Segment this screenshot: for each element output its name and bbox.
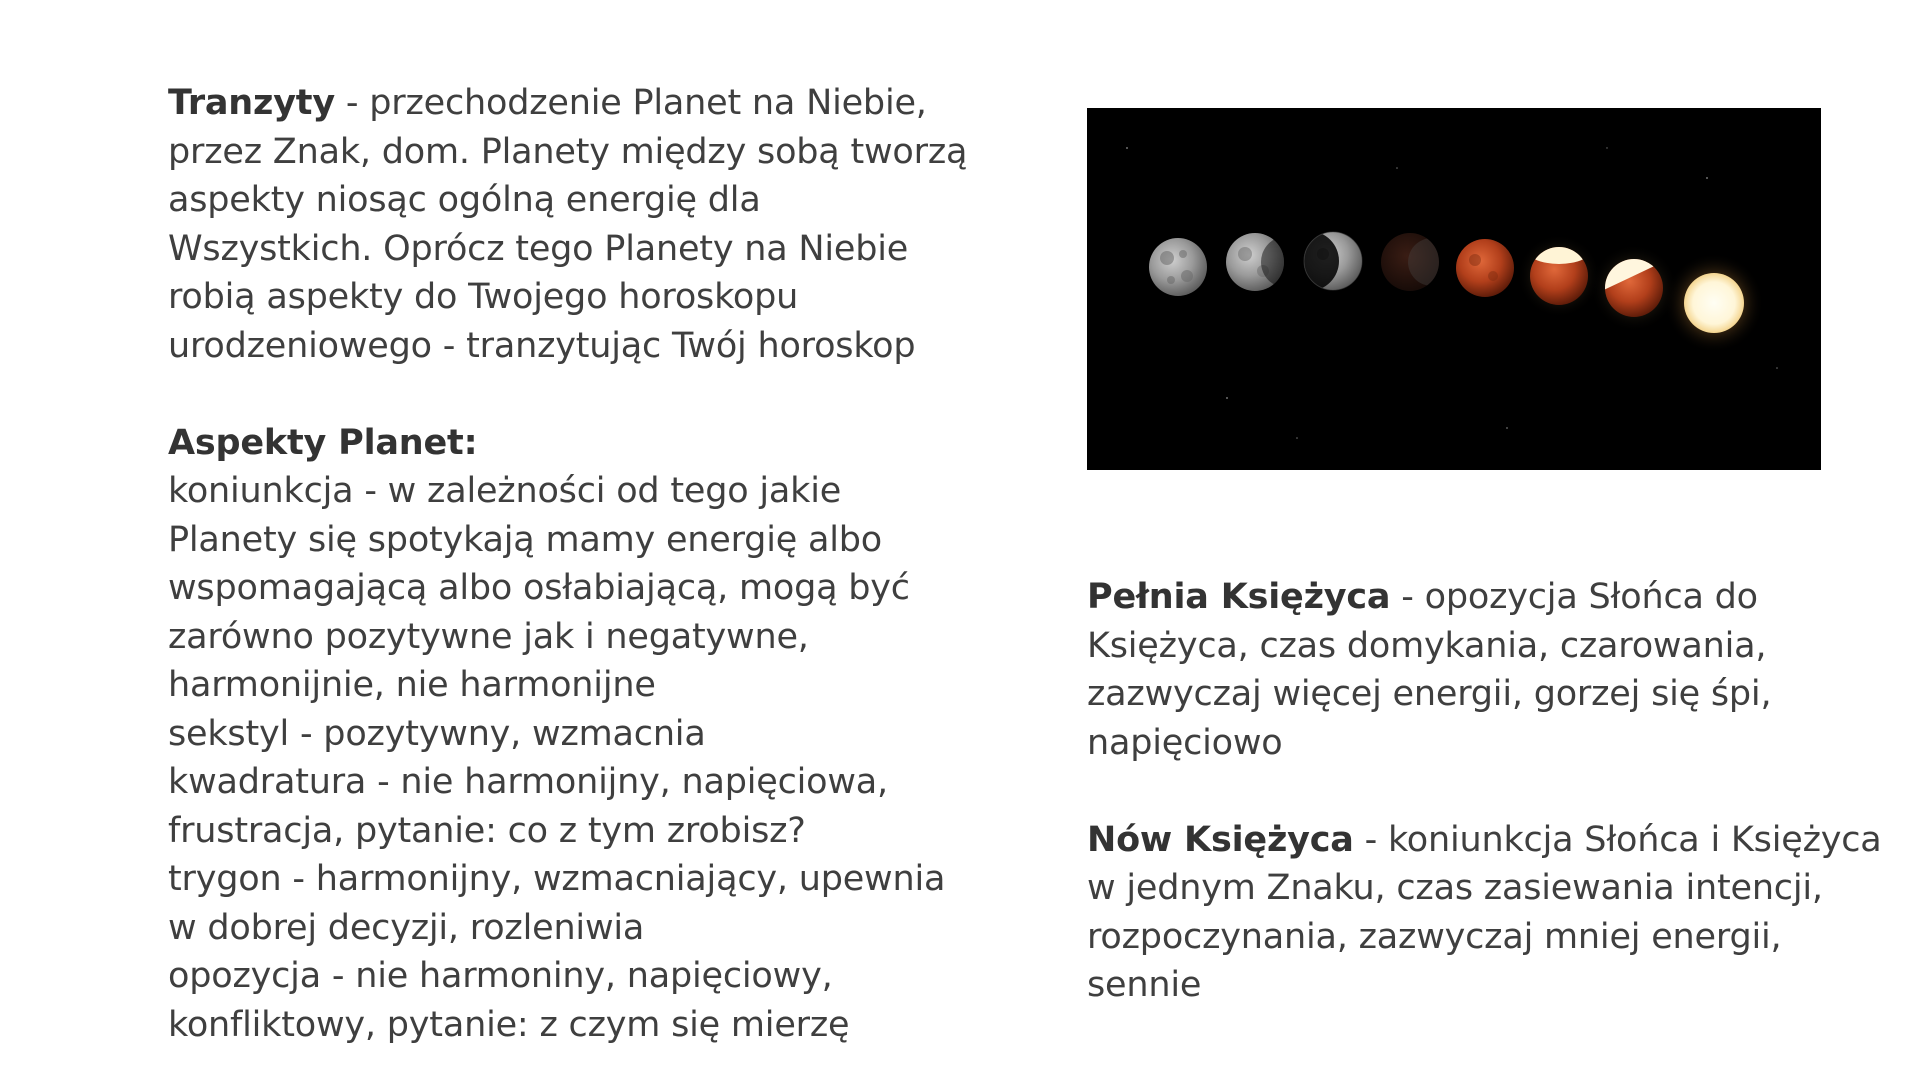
tranzyty-line: Wszystkich. Oprócz tego Planety na Niebie: [168, 228, 909, 269]
aspekty-line: koniunkcja - w zależności od tego jakie: [168, 471, 842, 511]
left-text-column: [168, 79, 968, 1049]
moon-phase-2: [1226, 233, 1313, 291]
now-paragraph: [1087, 816, 1882, 1010]
aspekty-line: Planety się spotykają mamy energię albo: [168, 519, 882, 560]
moon-phase-6: [1517, 232, 1601, 318]
moon-phase-1: [1149, 238, 1207, 296]
tranzyty-first-line: [168, 79, 928, 128]
now-line: rozpoczynania, zazwyczaj mniej energii,: [1087, 916, 1782, 957]
moon-phase-5-blood-moon: [1456, 239, 1514, 297]
tranzyty-line: aspekty niosąc ogólną energię dla: [168, 180, 761, 220]
moon-phase-3: [1279, 231, 1362, 291]
tranzyty-term: Tranzyty: [168, 83, 335, 123]
aspekty-line: sekstyl - pozytywny, wzmacnia: [168, 713, 706, 754]
aspekty-line: kwadratura - nie harmonijny, napięciowa,: [168, 762, 888, 802]
now-line: sennie: [1087, 965, 1202, 1005]
now-definition-start: - koniunkcja Słońca i Księżyca: [1353, 819, 1882, 860]
aspekty-line: frustracja, pytanie: co z tym zrobisz?: [168, 810, 806, 851]
now-first-line: [1087, 816, 1882, 865]
pelnia-line: napięciowo: [1087, 722, 1283, 763]
aspekty-line: konfliktowy, pytanie: z czym się mierzę: [168, 1004, 850, 1045]
tranzyty-paragraph: [168, 79, 968, 370]
tranzyty-definition-start: - przechodzenie Planet na Niebie,: [334, 83, 927, 123]
aspekty-line: opozycja - nie harmoniny, napięciowy,: [168, 956, 833, 996]
aspekty-line: wspomagającą albo osłabiającą, mogą być: [168, 568, 910, 608]
moon-phase-4: [1381, 233, 1456, 291]
aspekty-heading: Aspekty Planet:: [168, 422, 478, 463]
pelnia-line: Księżyca, czas domykania, czarowania,: [1087, 625, 1767, 666]
right-text-column: [1087, 573, 1882, 1010]
moon-phase-8-full: [1664, 253, 1764, 353]
tranzyty-line: przez Znak, dom. Planety między sobą tworzą: [168, 131, 968, 172]
aspekty-line: w dobrej decyzji, rozleniwia: [168, 907, 645, 948]
pelnia-term: Pełnia Księżyca: [1087, 577, 1391, 617]
moon-phase-7: [1590, 244, 1678, 332]
pelnia-line: zazwyczaj więcej energii, gorzej się śpi,: [1087, 674, 1772, 714]
pelnia-paragraph: [1087, 573, 1847, 767]
tranzyty-line: robią aspekty do Twojego horoskopu: [168, 277, 799, 317]
aspekty-line: trygon - harmonijny, wzmacniający, upewnia: [168, 859, 946, 899]
lunar-eclipse-photo: [1087, 108, 1821, 470]
now-line: w jednym Znaku, czas zasiewania intencji,: [1087, 868, 1823, 908]
pelnia-definition-start: - opozycja Słońca do: [1390, 577, 1758, 617]
aspekty-paragraph: [168, 419, 946, 1050]
aspekty-line: zarówno pozytywne jak i negatywne,: [168, 616, 809, 657]
tranzyty-line: urodzeniowego - tranzytując Twój horoskop: [168, 325, 916, 366]
now-term: Nów Księżyca: [1087, 819, 1354, 860]
pelnia-first-line: [1087, 573, 1847, 622]
aspekty-line: harmonijnie, nie harmonijne: [168, 665, 656, 705]
